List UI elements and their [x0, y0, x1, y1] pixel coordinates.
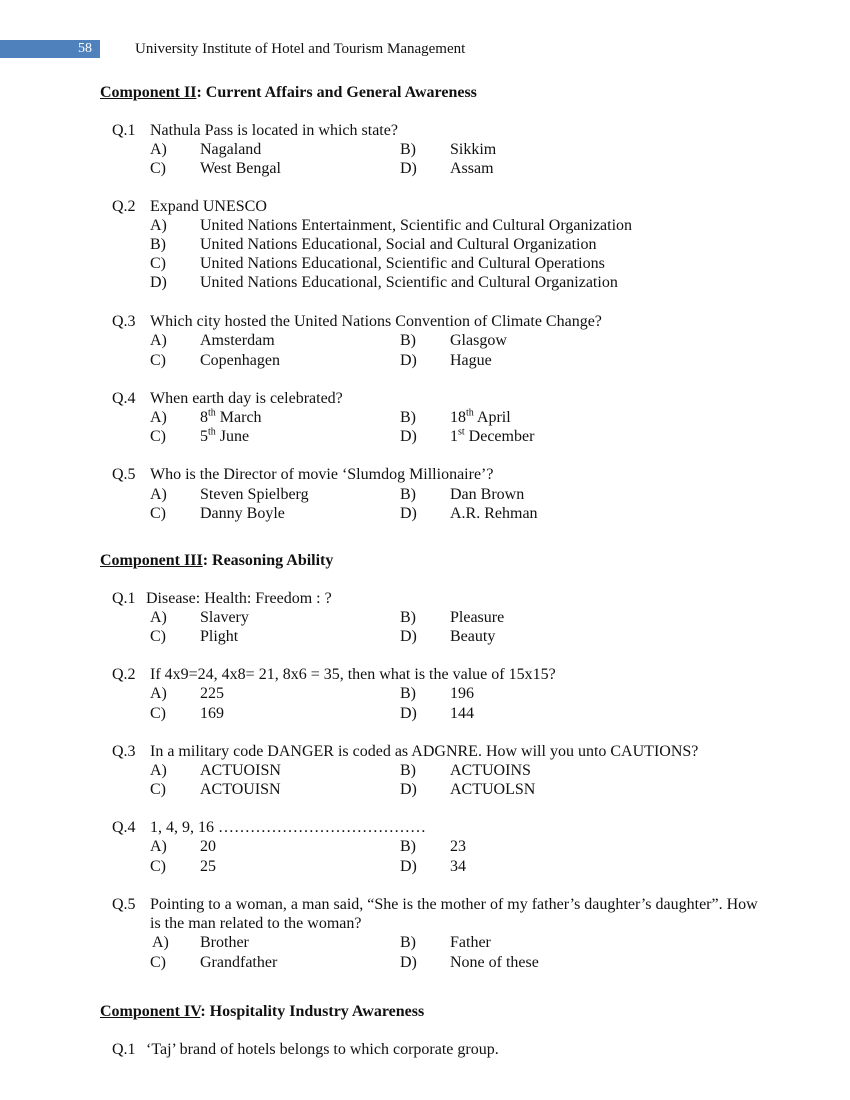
- option-text: 144: [450, 705, 474, 722]
- running-title: University Institute of Hotel and Tourism Management: [135, 41, 466, 57]
- section-title: : Reasoning Ability: [202, 552, 334, 569]
- option-text: United Nations Educational, Social and Cultural Organization: [200, 236, 597, 253]
- option-text: Sikkim: [450, 141, 497, 158]
- ordinal-suffix: th: [466, 407, 474, 419]
- option-text: Amsterdam: [200, 332, 275, 349]
- option-letter: C): [150, 705, 166, 722]
- option-letter: D): [400, 954, 417, 971]
- option-letter: A): [150, 409, 167, 426]
- option-text: 169: [200, 705, 224, 722]
- date-day: 1: [450, 428, 458, 445]
- ordinal-suffix: st: [458, 426, 465, 438]
- question: [112, 197, 267, 216]
- option-letter: B): [400, 762, 416, 779]
- option-text: Danny Boyle: [200, 505, 285, 522]
- option-letter: B): [400, 141, 416, 158]
- option-text: Slavery: [200, 609, 249, 626]
- option-letter: C): [150, 428, 166, 445]
- section-title: : Hospitality Industry Awareness: [200, 1003, 425, 1020]
- question-text: 1, 4, 9, 16 …………………………………: [150, 819, 426, 836]
- option-letter: A): [150, 838, 167, 855]
- question-number: Q.4: [112, 819, 136, 836]
- date-day: 8: [200, 409, 208, 426]
- option-text: Brother: [200, 934, 249, 951]
- option-text: Copenhagen: [200, 352, 280, 369]
- option-text: 225: [200, 685, 224, 702]
- option-text: 25: [200, 858, 216, 875]
- question: [112, 665, 556, 684]
- option-letter: A): [150, 762, 167, 779]
- option-letter: A): [152, 934, 169, 951]
- option-text: Assam: [450, 160, 494, 177]
- option-text: A.R. Rehman: [450, 505, 538, 522]
- option-text: Dan Brown: [450, 486, 525, 503]
- date-month: June: [215, 428, 250, 445]
- option-letter: C): [150, 628, 166, 645]
- question-text: Who is the Director of movie ‘Slumdog Millionaire’?: [150, 466, 494, 483]
- option-letter: B): [400, 838, 416, 855]
- option-text: 34: [450, 858, 466, 875]
- option-text: 196: [450, 685, 474, 702]
- option-letter: B): [400, 409, 416, 426]
- question: [112, 121, 398, 140]
- question-text: Nathula Pass is located in which state?: [150, 122, 398, 139]
- option-text: [200, 427, 249, 446]
- option-text: West Bengal: [200, 160, 281, 177]
- option-letter: B): [400, 609, 416, 626]
- option-text: Beauty: [450, 628, 496, 645]
- option-text: United Nations Educational, Scientific and Cultural Operations: [200, 255, 605, 272]
- question-number: Q.3: [112, 313, 136, 330]
- option-text: [450, 427, 534, 446]
- question-text: In a military code DANGER is coded as ADGNRE. How will you unto CAUTIONS?: [150, 743, 699, 760]
- option-letter: B): [400, 685, 416, 702]
- question: [112, 818, 426, 837]
- option-text: 20: [200, 838, 216, 855]
- option-text: Nagaland: [200, 141, 262, 158]
- question: [112, 1040, 499, 1059]
- option-text: ACTOUISN: [200, 781, 281, 798]
- section-title: : Current Affairs and General Awareness: [196, 84, 477, 101]
- section-heading-component-3: [100, 551, 333, 570]
- option-letter: B): [400, 486, 416, 503]
- question-number: Q.3: [112, 743, 136, 760]
- option-letter: C): [150, 954, 166, 971]
- option-letter: D): [400, 705, 417, 722]
- date-month: April: [473, 409, 511, 426]
- option-text: ACTUOLSN: [450, 781, 536, 798]
- option-letter: A): [150, 486, 167, 503]
- question-text: Which city hosted the United Nations Convention of Climate Change?: [150, 313, 602, 330]
- option-text: Pleasure: [450, 609, 505, 626]
- option-text: Father: [450, 934, 491, 951]
- option-letter: A): [150, 217, 167, 234]
- option-letter: D): [400, 628, 417, 645]
- option-letter: A): [150, 141, 167, 158]
- section-heading-component-4: [100, 1002, 424, 1021]
- question-text: When earth day is celebrated?: [150, 390, 343, 407]
- option-letter: C): [150, 858, 166, 875]
- question-number: Q.5: [112, 896, 136, 913]
- option-text: United Nations Educational, Scientific and Cultural Organization: [200, 274, 618, 291]
- question-text: Expand UNESCO: [150, 198, 267, 215]
- date-month: December: [464, 428, 535, 445]
- option-letter: C): [150, 160, 166, 177]
- question: [112, 389, 343, 408]
- option-letter: B): [150, 236, 166, 253]
- option-letter: D): [400, 352, 417, 369]
- date-month: March: [215, 409, 262, 426]
- page-number: 58: [78, 41, 92, 56]
- question-text: Disease: Health: Freedom : ?: [146, 590, 332, 607]
- option-letter: D): [400, 505, 417, 522]
- option-text: Steven Spielberg: [200, 486, 309, 503]
- option-text: [200, 408, 262, 427]
- option-letter: D): [400, 858, 417, 875]
- section-heading-component-2: [100, 83, 477, 102]
- option-letter: C): [150, 505, 166, 522]
- question-number: Q.2: [112, 666, 136, 683]
- ordinal-suffix: th: [208, 407, 216, 419]
- option-letter: C): [150, 781, 166, 798]
- option-text: ACTUOISN: [200, 762, 281, 779]
- option-letter: D): [400, 428, 417, 445]
- question-text: ‘Taj’ brand of hotels belongs to which corporate group.: [146, 1041, 499, 1058]
- option-letter: D): [400, 781, 417, 798]
- option-letter: B): [400, 332, 416, 349]
- question: [112, 589, 332, 608]
- question-number: Q.2: [112, 198, 136, 215]
- section-label: Component IV: [100, 1003, 201, 1020]
- question-number: Q.1: [112, 122, 136, 139]
- option-text: United Nations Entertainment, Scientific and Cultural Organization: [200, 217, 633, 234]
- option-text: Hague: [450, 352, 492, 369]
- question: [112, 895, 758, 914]
- option-text: Glasgow: [450, 332, 507, 349]
- question-number: Q.4: [112, 390, 136, 407]
- question-number: Q.5: [112, 466, 136, 483]
- option-letter: C): [150, 352, 166, 369]
- question-text: Pointing to a woman, a man said, “She is the mother of my father’s daughter’s daughter”. How: [150, 896, 758, 913]
- ordinal-suffix: th: [208, 426, 216, 438]
- question: [112, 465, 493, 484]
- option-letter: B): [400, 934, 416, 951]
- date-day: 5: [200, 428, 208, 445]
- option-letter: A): [150, 609, 167, 626]
- option-text: Grandfather: [200, 954, 278, 971]
- question-text-continued: is the man related to the woman?: [150, 915, 362, 932]
- option-text: None of these: [450, 954, 539, 971]
- option-letter: D): [150, 274, 167, 291]
- date-day: 18: [450, 409, 466, 426]
- option-text: Plight: [200, 628, 239, 645]
- question-number: Q.1: [112, 590, 136, 607]
- section-label: Component III: [100, 552, 203, 569]
- option-letter: C): [150, 255, 166, 272]
- question: [112, 312, 602, 331]
- question-number: Q.1: [112, 1041, 136, 1058]
- option-letter: D): [400, 160, 417, 177]
- option-text: 23: [450, 838, 466, 855]
- question-text: If 4x9=24, 4x8= 21, 8x6 = 35, then what is the value of 15x15?: [150, 666, 556, 683]
- option-text: ACTUOINS: [450, 762, 531, 779]
- question: [112, 742, 698, 761]
- option-text: [450, 408, 511, 427]
- section-label: Component II: [100, 84, 197, 101]
- option-letter: A): [150, 685, 167, 702]
- option-letter: A): [150, 332, 167, 349]
